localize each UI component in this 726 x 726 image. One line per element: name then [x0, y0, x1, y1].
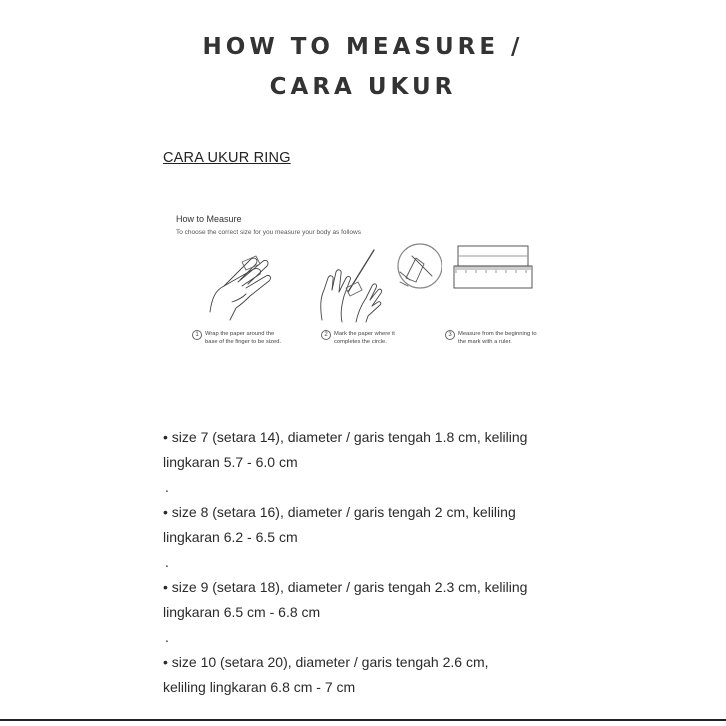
size-9-line-2: lingkaran 6.5 cm - 6.8 cm — [163, 604, 321, 620]
step-2-text-line-2: completes the circle. — [334, 339, 387, 345]
step-number-1: 1 — [192, 330, 202, 340]
step-2-text-line-1: Mark the paper where it — [334, 331, 395, 337]
size-10-line-1: • size 10 (setara 20), diameter / garis tengah 2.6 cm, — [163, 654, 489, 670]
size-7-line-1: • size 7 (setara 14), diameter / garis tengah 1.8 cm, keliling — [163, 429, 528, 445]
size-8-line-2: lingkaran 6.2 - 6.5 cm — [163, 529, 298, 545]
step-number-2: 2 — [321, 330, 331, 340]
size-list — [163, 425, 583, 700]
size-item-9 — [163, 575, 583, 625]
step-1-text-line-2: base of the finger to be sized. — [205, 339, 282, 345]
page-title-line-2: CARA UKUR — [269, 74, 457, 100]
size-item-7 — [163, 425, 583, 475]
hand-wrap-paper-icon — [202, 242, 282, 322]
separator-dot: . — [165, 479, 169, 495]
guide-subtitle: To choose the correct size for you measure your body as follows — [176, 229, 361, 236]
hand-mark-pen-icon — [312, 242, 442, 324]
size-8-line-1: • size 8 (setara 16), diameter / garis tengah 2 cm, keliling — [163, 504, 516, 520]
step-1-text-line-1: Wrap the paper around the — [205, 331, 275, 337]
size-item-10 — [163, 650, 583, 700]
separator-dot: . — [165, 629, 169, 645]
guide-step-3 — [445, 330, 537, 346]
separator-dot: . — [165, 554, 169, 570]
measure-guide-illustration — [172, 210, 564, 360]
section-heading-ring: CARA UKUR RING — [163, 150, 291, 166]
guide-title: How to Measure — [176, 214, 242, 224]
size-item-8 — [163, 500, 583, 550]
size-10-line-2: keliling lingkaran 6.8 cm - 7 cm — [163, 679, 356, 695]
size-7-line-2: lingkaran 5.7 - 6.0 cm — [163, 454, 298, 470]
ruler-measure-icon — [448, 242, 538, 298]
step-3-text-line-1: Measure from the beginning to — [458, 331, 537, 337]
bottom-border — [0, 719, 726, 721]
page-title-line-1: HOW TO MEASURE / — [202, 34, 524, 60]
step-3-text-line-2: the mark with a ruler. — [458, 339, 512, 345]
size-9-line-1: • size 9 (setara 18), diameter / garis tengah 2.3 cm, keliling — [163, 579, 528, 595]
step-number-3: 3 — [445, 330, 455, 340]
guide-step-2 — [321, 330, 395, 346]
guide-step-1 — [192, 330, 281, 346]
